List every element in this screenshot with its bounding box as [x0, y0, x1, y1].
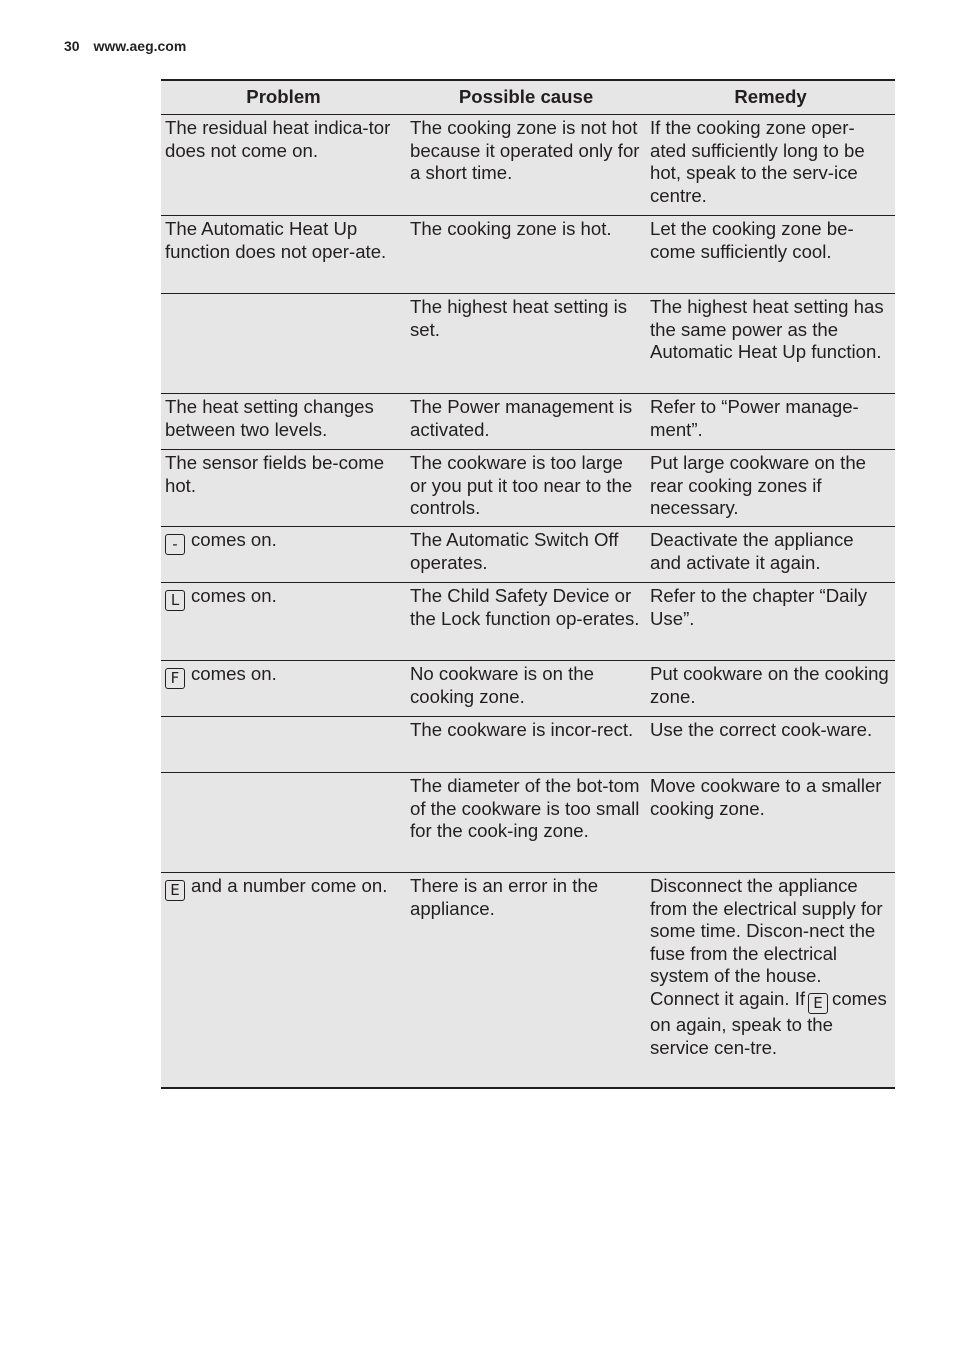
- problem-text: comes on.: [191, 585, 277, 606]
- page-number: 30: [64, 38, 80, 54]
- column-header-possible-cause: Possible cause: [406, 80, 646, 115]
- problem-cell: [161, 527, 406, 583]
- cause-cell: The Automatic Switch Off operates.: [406, 527, 646, 583]
- remedy-text-part2: comes on again, speak to the service cen-tre.: [650, 987, 887, 1058]
- table-row: [161, 661, 895, 717]
- column-header-remedy: Remedy: [646, 80, 895, 115]
- problem-cell: The residual heat indica-tor does not come on.: [161, 115, 406, 216]
- cause-cell: The diameter of the bot-tom of the cookware is too small for the cook-ing zone.: [406, 773, 646, 873]
- cause-cell: No cookware is on the cooking zone.: [406, 661, 646, 717]
- troubleshooting-table: [161, 79, 895, 1089]
- problem-cell: The heat setting changes between two levels.: [161, 394, 406, 450]
- remedy-cell: [646, 873, 895, 1088]
- column-header-problem: Problem: [161, 80, 406, 115]
- table-row: [161, 583, 895, 661]
- display-dash-symbol-icon: -: [165, 534, 185, 555]
- problem-cell: The sensor fields be-come hot.: [161, 450, 406, 527]
- display-f-symbol-icon: F: [165, 668, 185, 689]
- remedy-text-part1: Disconnect the appliance from the electrical supply for some time. Discon-nect the fuse from the electrical system of the house. Connect it again. If: [650, 875, 883, 1009]
- remedy-cell: Let the cooking zone be-come sufficiently cool.: [646, 216, 895, 294]
- problem-text: comes on.: [191, 529, 277, 550]
- website-link[interactable]: www.aeg.com: [93, 38, 187, 54]
- table-row: [161, 527, 895, 583]
- table-row: [161, 773, 895, 873]
- table-header-row: [161, 80, 895, 115]
- remedy-cell: Put cookware on the cooking zone.: [646, 661, 895, 717]
- problem-text: and a number come on.: [191, 875, 388, 896]
- page-header: [64, 38, 186, 54]
- remedy-cell: Deactivate the appliance and activate it again.: [646, 527, 895, 583]
- table-row: [161, 394, 895, 450]
- problem-cell: [161, 661, 406, 717]
- table-row: [161, 873, 895, 1088]
- troubleshooting-table-wrapper: [161, 79, 895, 1089]
- display-e-symbol-icon: E: [165, 880, 185, 901]
- problem-cell: [161, 873, 406, 1088]
- remedy-cell: Refer to “Power manage-ment”.: [646, 394, 895, 450]
- problem-cell: [161, 583, 406, 661]
- problem-cell-empty: [161, 717, 406, 773]
- remedy-cell: The highest heat setting has the same power as the Automatic Heat Up function.: [646, 294, 895, 394]
- cause-cell: The cooking zone is not hot because it operated only for a short time.: [406, 115, 646, 216]
- table-row: [161, 115, 895, 216]
- problem-cell-empty: [161, 773, 406, 873]
- display-l-symbol-icon: L: [165, 590, 185, 611]
- display-e-symbol-icon: E: [808, 993, 828, 1014]
- remedy-cell: Move cookware to a smaller cooking zone.: [646, 773, 895, 873]
- cause-cell: The Power management is activated.: [406, 394, 646, 450]
- remedy-cell: Use the correct cook-ware.: [646, 717, 895, 773]
- problem-text: comes on.: [191, 663, 277, 684]
- table-row: [161, 717, 895, 773]
- table-row: [161, 216, 895, 294]
- cause-cell: There is an error in the appliance.: [406, 873, 646, 1088]
- remedy-cell: Put large cookware on the rear cooking zones if necessary.: [646, 450, 895, 527]
- remedy-cell: If the cooking zone oper-ated sufficiently long to be hot, speak to the serv-ice centre.: [646, 115, 895, 216]
- cause-cell: The highest heat setting is set.: [406, 294, 646, 394]
- cause-cell: The cookware is too large or you put it too near to the controls.: [406, 450, 646, 527]
- table-row: [161, 294, 895, 394]
- problem-cell-empty: [161, 294, 406, 394]
- table-row: [161, 450, 895, 527]
- cause-cell: The cookware is incor-rect.: [406, 717, 646, 773]
- cause-cell: The cooking zone is hot.: [406, 216, 646, 294]
- cause-cell: The Child Safety Device or the Lock function op-erates.: [406, 583, 646, 661]
- remedy-cell: Refer to the chapter “Daily Use”.: [646, 583, 895, 661]
- problem-cell: The Automatic Heat Up function does not oper-ate.: [161, 216, 406, 294]
